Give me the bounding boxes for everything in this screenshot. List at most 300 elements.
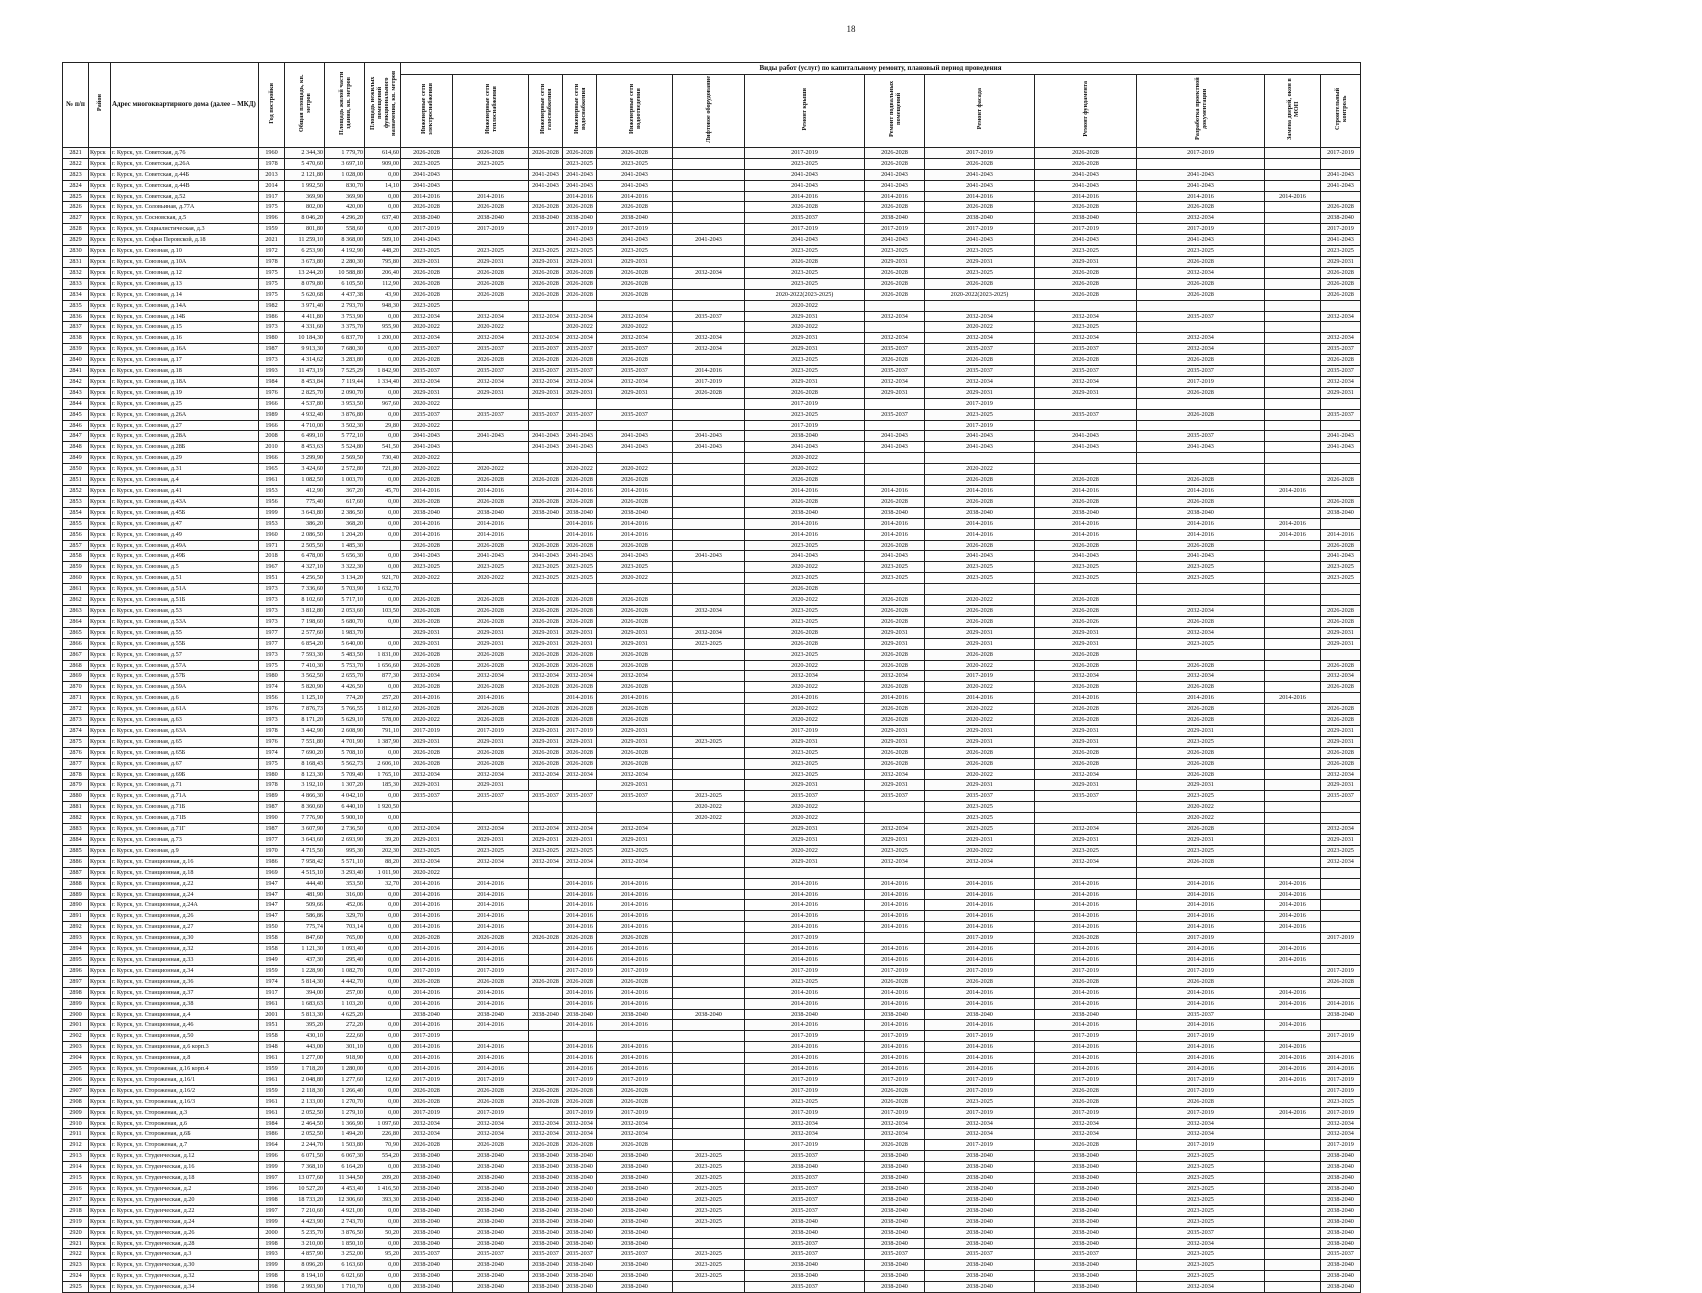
cell-area-total: 7 593,30 (285, 649, 325, 660)
cell-address: г. Курск, ул. Союзная, д.41 (111, 486, 259, 497)
cell-area-nonres: 0,00 (365, 933, 401, 944)
header-work-type: Ремонт подвальных помещений (865, 75, 925, 148)
cell-num: 2919 (63, 1216, 89, 1227)
cell-work-period (925, 453, 1035, 464)
cell-work-period (1265, 169, 1321, 180)
cell-work-period (865, 813, 925, 824)
cell-district: Курск (89, 1042, 111, 1053)
cell-area-nonres: 1 920,50 (365, 802, 401, 813)
cell-district: Курск (89, 256, 111, 267)
cell-work-period: 2038-2040 (453, 1238, 529, 1249)
cell-work-period: 2026-2028 (925, 202, 1035, 213)
cell-area-nonres: 0,00 (365, 191, 401, 202)
cell-work-period: 2038-2040 (865, 1184, 925, 1195)
cell-area-nonres: 1 765,10 (365, 769, 401, 780)
cell-work-period: 2035-2037 (1321, 344, 1361, 355)
cell-work-period: 2020-2022 (745, 453, 865, 464)
cell-year: 1917 (259, 987, 285, 998)
cell-work-period (673, 180, 745, 191)
cell-work-period: 2038-2040 (865, 1009, 925, 1020)
cell-work-period (1265, 976, 1321, 987)
cell-work-period: 2014-2016 (745, 486, 865, 497)
cell-work-period: 2038-2040 (401, 1282, 453, 1293)
cell-work-period (597, 453, 673, 464)
cell-work-period: 2023-2025 (925, 1096, 1035, 1107)
cell-work-period: 2035-2037 (1137, 1009, 1265, 1020)
cell-work-period: 2014-2016 (453, 889, 529, 900)
cell-num: 2888 (63, 878, 89, 889)
cell-work-period: 2014-2016 (401, 529, 453, 540)
cell-num: 2876 (63, 747, 89, 758)
cell-work-period (1265, 867, 1321, 878)
cell-work-period: 2014-2016 (401, 1042, 453, 1053)
cell-work-period (1321, 922, 1361, 933)
cell-work-period: 2038-2040 (865, 213, 925, 224)
cell-area-total: 8 453,84 (285, 376, 325, 387)
cell-num: 2848 (63, 442, 89, 453)
cell-work-period (1035, 802, 1137, 813)
table-row (63, 704, 1361, 715)
cell-work-period: 2023-2025 (1137, 1271, 1265, 1282)
cell-area-nonres: 541,50 (365, 442, 401, 453)
cell-work-period: 2026-2028 (1321, 605, 1361, 616)
cell-address: г. Курск, ул. Советская, д.44Б (111, 169, 259, 180)
cell-work-period: 2026-2028 (865, 1085, 925, 1096)
cell-work-period (673, 1064, 745, 1075)
cell-work-period: 2032-2034 (453, 311, 529, 322)
table-row (63, 1129, 1361, 1140)
cell-address: г. Курск, ул. Союзная, д.29 (111, 453, 259, 464)
cell-work-period (529, 813, 563, 824)
table-row (63, 409, 1361, 420)
cell-work-period: 2023-2025 (529, 562, 563, 573)
table-row (63, 1085, 1361, 1096)
cell-work-period (1137, 464, 1265, 475)
cell-work-period: 2032-2034 (865, 1118, 925, 1129)
cell-work-period: 2026-2028 (453, 715, 529, 726)
cell-work-period (1265, 1085, 1321, 1096)
cell-area-nonres: 70,90 (365, 1140, 401, 1151)
cell-work-period: 2032-2034 (597, 856, 673, 867)
table-row (63, 835, 1361, 846)
cell-work-period: 2023-2025 (1137, 791, 1265, 802)
cell-work-period: 2032-2034 (597, 311, 673, 322)
cell-work-period: 2035-2037 (925, 344, 1035, 355)
cell-work-period: 2014-2016 (865, 900, 925, 911)
cell-district: Курск (89, 725, 111, 736)
cell-work-period: 2026-2028 (1035, 267, 1137, 278)
cell-work-period: 2014-2016 (563, 954, 597, 965)
cell-work-period: 2038-2040 (453, 1282, 529, 1293)
cell-work-period: 2020-2022 (401, 453, 453, 464)
cell-work-period: 2017-2019 (745, 1107, 865, 1118)
cell-area-total: 2 577,60 (285, 627, 325, 638)
table-row (63, 1118, 1361, 1129)
cell-work-period: 2014-2016 (597, 518, 673, 529)
cell-work-period (1321, 944, 1361, 955)
cell-district: Курск (89, 1249, 111, 1260)
cell-address: г. Курск, ул. Станционная, д.16 (111, 856, 259, 867)
cell-work-period: 2014-2016 (745, 191, 865, 202)
table-row (63, 1216, 1361, 1227)
cell-work-period: 2038-2040 (529, 213, 563, 224)
cell-area-total: 430,10 (285, 1031, 325, 1042)
cell-work-period: 2023-2025 (673, 1194, 745, 1205)
cell-work-period (529, 1042, 563, 1053)
cell-work-period: 2014-2016 (1321, 1064, 1361, 1075)
cell-area-nonres: 0,00 (365, 475, 401, 486)
cell-work-period (1265, 278, 1321, 289)
table-row (63, 1282, 1361, 1293)
cell-area-total: 6 253,90 (285, 246, 325, 257)
cell-work-period (1265, 256, 1321, 267)
cell-work-period (529, 1020, 563, 1031)
cell-area-total: 775,40 (285, 496, 325, 507)
cell-work-period (1265, 311, 1321, 322)
cell-area-total: 802,00 (285, 202, 325, 213)
header-work-type: Строительный контроль (1321, 75, 1361, 148)
cell-year: 1961 (259, 1053, 285, 1064)
cell-work-period: 2035-2037 (1035, 791, 1137, 802)
cell-work-period: 2032-2034 (1035, 1129, 1137, 1140)
table-row (63, 584, 1361, 595)
cell-num: 2858 (63, 551, 89, 562)
cell-work-period: 2020-2022 (925, 595, 1035, 606)
cell-work-period: 2026-2028 (745, 584, 865, 595)
cell-work-period: 2041-2043 (563, 551, 597, 562)
cell-work-period (673, 256, 745, 267)
cell-work-period: 2026-2028 (529, 496, 563, 507)
cell-work-period: 2038-2040 (1321, 1282, 1361, 1293)
table-row (63, 147, 1361, 158)
cell-num: 2851 (63, 475, 89, 486)
cell-year: 1971 (259, 540, 285, 551)
cell-work-period: 2038-2040 (597, 1194, 673, 1205)
cell-work-period (1265, 736, 1321, 747)
cell-work-period: 2014-2016 (1137, 191, 1265, 202)
cell-area-nonres: 0,00 (365, 355, 401, 366)
cell-work-period: 2023-2025 (1035, 322, 1137, 333)
cell-area-living: 5 709,40 (325, 769, 365, 780)
cell-work-period: 2023-2025 (925, 562, 1035, 573)
cell-work-period: 2029-2031 (1321, 638, 1361, 649)
table-row (63, 453, 1361, 464)
table-row (63, 180, 1361, 191)
cell-work-period (673, 486, 745, 497)
cell-work-period: 2026-2028 (1321, 278, 1361, 289)
cell-work-period: 2026-2028 (529, 660, 563, 671)
cell-area-total: 5 813,30 (285, 1009, 325, 1020)
cell-work-period: 2014-2016 (865, 1042, 925, 1053)
table-row (63, 595, 1361, 606)
cell-address: г. Курск, ул. Союзная, д.15 (111, 322, 259, 333)
cell-work-period: 2014-2016 (1265, 878, 1321, 889)
cell-address: г. Курск, ул. Станционная, д.30 (111, 933, 259, 944)
cell-work-period: 2038-2040 (563, 1205, 597, 1216)
cell-district: Курск (89, 235, 111, 246)
table-row (63, 1162, 1361, 1173)
cell-year: 1998 (259, 1238, 285, 1249)
cell-work-period (1265, 267, 1321, 278)
cell-area-nonres: 1 097,60 (365, 1118, 401, 1129)
cell-work-period: 2038-2040 (1321, 1194, 1361, 1205)
cell-district: Курск (89, 835, 111, 846)
cell-work-period: 2026-2028 (401, 758, 453, 769)
cell-work-period: 2032-2034 (1137, 344, 1265, 355)
cell-work-period: 2035-2037 (529, 366, 563, 377)
cell-work-period: 2020-2022 (925, 715, 1035, 726)
cell-work-period: 2038-2040 (1035, 1151, 1137, 1162)
cell-work-period: 2026-2028 (1137, 704, 1265, 715)
cell-work-period: 2026-2028 (1321, 758, 1361, 769)
cell-work-period: 2032-2034 (1137, 627, 1265, 638)
cell-work-period (453, 180, 529, 191)
cell-year: 1948 (259, 1042, 285, 1053)
cell-address: г. Курск, ул. Союзная, д.49 (111, 529, 259, 540)
cell-year: 1975 (259, 660, 285, 671)
cell-work-period (1321, 954, 1361, 965)
cell-area-living: 1 983,70 (325, 627, 365, 638)
cell-num: 2853 (63, 496, 89, 507)
cell-area-total: 4 256,50 (285, 573, 325, 584)
cell-work-period: 2023-2025 (745, 616, 865, 627)
cell-work-period: 2017-2019 (1321, 224, 1361, 235)
cell-work-period: 2026-2028 (529, 1140, 563, 1151)
cell-work-period: 2029-2031 (1035, 835, 1137, 846)
cell-work-period (673, 540, 745, 551)
cell-district: Курск (89, 987, 111, 998)
cell-district: Курск (89, 998, 111, 1009)
cell-area-living: 1 307,20 (325, 780, 365, 791)
cell-area-total: 3 812,80 (285, 605, 325, 616)
cell-work-period: 2023-2025 (925, 813, 1035, 824)
cell-work-period: 2035-2037 (745, 1194, 865, 1205)
cell-address: г. Курск, ул. Союзная, д.59А (111, 682, 259, 693)
cell-num: 2891 (63, 911, 89, 922)
cell-work-period: 2026-2028 (563, 747, 597, 758)
cell-district: Курск (89, 944, 111, 955)
cell-work-period (529, 420, 563, 431)
cell-district: Курск (89, 867, 111, 878)
cell-work-period (563, 453, 597, 464)
table-row (63, 344, 1361, 355)
cell-district: Курск (89, 911, 111, 922)
cell-work-period: 2026-2028 (597, 704, 673, 715)
cell-work-period: 2032-2034 (529, 333, 563, 344)
cell-district: Курск (89, 660, 111, 671)
cell-num: 2878 (63, 769, 89, 780)
cell-work-period: 2026-2028 (597, 475, 673, 486)
cell-work-period: 2032-2034 (453, 671, 529, 682)
cell-work-period: 2026-2028 (1035, 660, 1137, 671)
cell-area-total: 1 125,10 (285, 693, 325, 704)
cell-work-period (673, 944, 745, 955)
cell-work-period: 2041-2043 (529, 442, 563, 453)
cell-work-period: 2026-2028 (401, 475, 453, 486)
cell-work-period: 2038-2040 (1321, 1260, 1361, 1271)
cell-work-period: 2014-2016 (1035, 998, 1137, 1009)
cell-num: 2835 (63, 300, 89, 311)
cell-address: г. Курск, ул. Союзная, д.27 (111, 420, 259, 431)
cell-work-period: 2023-2025 (597, 158, 673, 169)
cell-district: Курск (89, 1074, 111, 1085)
cell-area-nonres: 50,20 (365, 1227, 401, 1238)
cell-work-period: 2029-2031 (865, 780, 925, 791)
cell-year: 1973 (259, 715, 285, 726)
cell-work-period (1137, 158, 1265, 169)
cell-work-period: 2014-2016 (925, 878, 1035, 889)
cell-address: г. Курск, ул. Стороженая, д.16/3 (111, 1096, 259, 1107)
cell-work-period: 2017-2019 (563, 965, 597, 976)
cell-work-period: 2014-2016 (1137, 1042, 1265, 1053)
cell-work-period: 2014-2016 (563, 1020, 597, 1031)
cell-district: Курск (89, 1064, 111, 1075)
cell-area-nonres: 0,00 (365, 1107, 401, 1118)
cell-work-period: 2038-2040 (1035, 1009, 1137, 1020)
cell-work-period: 2017-2019 (745, 1074, 865, 1085)
cell-work-period: 2038-2040 (529, 1271, 563, 1282)
cell-work-period: 2020-2022 (401, 715, 453, 726)
cell-year: 1947 (259, 889, 285, 900)
cell-work-period: 2029-2031 (597, 387, 673, 398)
cell-district: Курск (89, 638, 111, 649)
cell-year: 1973 (259, 322, 285, 333)
cell-area-living: 2 090,70 (325, 387, 365, 398)
table-row (63, 1151, 1361, 1162)
cell-address: г. Курск, ул. Студенческая, д.28 (111, 1238, 259, 1249)
cell-work-period: 2029-2031 (1035, 725, 1137, 736)
cell-district: Курск (89, 486, 111, 497)
cell-work-period: 2038-2040 (563, 1227, 597, 1238)
cell-work-period: 2038-2040 (597, 1260, 673, 1271)
cell-area-living: 4 442,70 (325, 976, 365, 987)
table-row (63, 1107, 1361, 1118)
cell-area-living: 2 608,90 (325, 725, 365, 736)
cell-work-period: 2014-2016 (1265, 1107, 1321, 1118)
cell-work-period: 2026-2028 (925, 496, 1035, 507)
cell-work-period: 2023-2025 (1137, 1249, 1265, 1260)
cell-work-period: 2023-2025 (745, 409, 865, 420)
cell-work-period: 2014-2016 (597, 1064, 673, 1075)
cell-work-period: 2014-2016 (563, 944, 597, 955)
cell-work-period: 2032-2034 (529, 824, 563, 835)
cell-area-living: 3 283,80 (325, 355, 365, 366)
table-row (63, 486, 1361, 497)
cell-work-period: 2017-2019 (1137, 1031, 1265, 1042)
cell-work-period: 2035-2037 (563, 409, 597, 420)
cell-work-period: 2038-2040 (745, 1260, 865, 1271)
cell-area-nonres: 29,80 (365, 420, 401, 431)
cell-work-period (1137, 322, 1265, 333)
cell-num: 2821 (63, 147, 89, 158)
cell-work-period (673, 1118, 745, 1129)
cell-year: 1976 (259, 387, 285, 398)
cell-work-period (673, 453, 745, 464)
cell-address: г. Курск, ул. Союзная, д.63 (111, 715, 259, 726)
cell-work-period: 2041-2043 (597, 169, 673, 180)
table-row (63, 933, 1361, 944)
cell-district: Курск (89, 780, 111, 791)
cell-work-period (1265, 235, 1321, 246)
cell-num: 2914 (63, 1162, 89, 1173)
cell-year: 1997 (259, 1173, 285, 1184)
cell-area-living: 4 426,50 (325, 682, 365, 693)
cell-work-period: 2014-2016 (925, 911, 1035, 922)
cell-work-period: 2023-2025 (745, 976, 865, 987)
cell-work-period (597, 420, 673, 431)
cell-work-period: 2014-2016 (1321, 998, 1361, 1009)
cell-work-period: 2023-2025 (745, 278, 865, 289)
cell-work-period: 2026-2028 (1137, 769, 1265, 780)
cell-address: г. Курск, ул. Союзная, д.61А (111, 704, 259, 715)
cell-work-period: 2014-2016 (745, 944, 865, 955)
cell-work-period (1265, 289, 1321, 300)
cell-work-period: 2026-2028 (563, 267, 597, 278)
cell-work-period: 2032-2034 (563, 856, 597, 867)
cell-work-period: 2026-2028 (925, 278, 1035, 289)
cell-area-total: 6 499,10 (285, 431, 325, 442)
cell-work-period: 2041-2043 (673, 235, 745, 246)
cell-area-nonres: 0,00 (365, 1216, 401, 1227)
cell-area-nonres: 0,00 (365, 747, 401, 758)
cell-area-living: 3 375,70 (325, 322, 365, 333)
cell-work-period: 2038-2040 (1035, 1205, 1137, 1216)
cell-work-period: 2035-2037 (745, 1205, 865, 1216)
cell-work-period: 2026-2028 (453, 540, 529, 551)
cell-work-period: 2032-2034 (563, 333, 597, 344)
cell-area-total: 369,90 (285, 191, 325, 202)
cell-work-period: 2026-2028 (453, 649, 529, 660)
cell-area-total: 3 424,60 (285, 464, 325, 475)
cell-area-total: 1 228,90 (285, 965, 325, 976)
cell-work-period (597, 398, 673, 409)
cell-work-period: 2014-2016 (1265, 911, 1321, 922)
cell-district: Курск (89, 431, 111, 442)
cell-work-period (1265, 387, 1321, 398)
cell-num: 2899 (63, 998, 89, 1009)
cell-work-period (1321, 813, 1361, 824)
cell-work-period: 2026-2028 (529, 682, 563, 693)
cell-year: 1999 (259, 1260, 285, 1271)
cell-work-period: 2017-2019 (1137, 1074, 1265, 1085)
cell-work-period: 2014-2016 (1265, 518, 1321, 529)
table-row (63, 1042, 1361, 1053)
cell-work-period: 2014-2016 (745, 878, 865, 889)
cell-address: г. Курск, ул. Союзная, д.10А (111, 256, 259, 267)
cell-area-total: 7 368,10 (285, 1162, 325, 1173)
cell-work-period: 2014-2016 (925, 889, 1035, 900)
cell-work-period: 2032-2034 (597, 769, 673, 780)
cell-work-period: 2017-2019 (745, 398, 865, 409)
cell-work-period: 2017-2019 (401, 965, 453, 976)
cell-work-period: 2026-2026 (1035, 616, 1137, 627)
cell-area-total: 3 192,10 (285, 780, 325, 791)
cell-work-period (1265, 1282, 1321, 1293)
cell-work-period (673, 322, 745, 333)
cell-work-period (673, 660, 745, 671)
cell-work-period: 2014-2016 (1137, 889, 1265, 900)
cell-work-period (673, 682, 745, 693)
cell-area-total: 4 932,40 (285, 409, 325, 420)
cell-area-living: 1 503,80 (325, 1140, 365, 1151)
cell-area-total: 443,00 (285, 1042, 325, 1053)
cell-area-total: 8 123,30 (285, 769, 325, 780)
cell-work-period: 2038-2040 (529, 1282, 563, 1293)
cell-work-period: 2014-2016 (401, 954, 453, 965)
cell-work-period (597, 813, 673, 824)
cell-work-period: 2029-2031 (597, 256, 673, 267)
cell-area-nonres: 509,10 (365, 235, 401, 246)
